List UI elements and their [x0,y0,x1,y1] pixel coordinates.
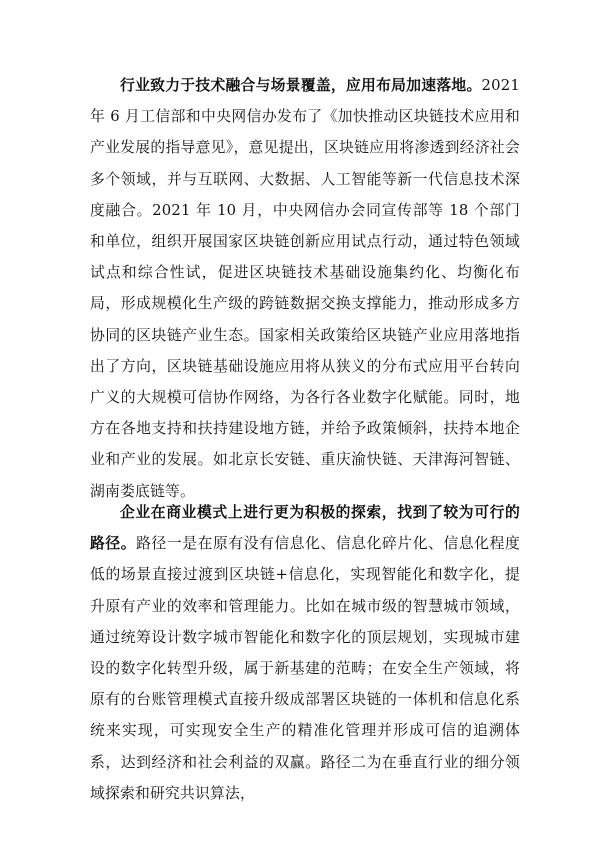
paragraph-body-text: 2021 年 6 月工信部和中央网信办发布了《加快推动区块链技术应用和产业发展的指导意见》，意见提出，区块链应用将渗透到经济社会多个领域，并与互联网、大数据、人工智能等新一代信息技术深度融合。2021 年 10 月，中央网信办会同宣传部等 18 个部门和单位，组织开展国家区块链创新应用试点行动，通过特色领域试点和综合性试，促进区块链技术基础设施集约化、均衡化布局，形成规模化生产级的跨链数据交换支撑能力，推动形成多方协同的区块链产业生态。国家相关政策给区块链产业应用落地指出了方向，区块链基础设施应用将从狭义的分布式应用平台转向广义的大规模可信协作网络，为各行各业数字化赋能。同时，地方在各地支持和扶持建设地方链，并给予政策倾斜，扶持本地企业和产业的发展。如北京长安链、重庆渝快链、天津海河智链、湖南娄底链等。 [90,77,520,500]
paragraph-lead-bold: 企业在商业模式上进行更为积极的探索，找到了较为可行的路径。 [90,504,520,553]
paragraph-industry-integration [90,70,520,507]
paragraph-lead-bold: 行业致力于技术融合与场景覆盖，应用布局加速落地。 [120,77,482,94]
paragraph-business-model [90,497,520,809]
paragraph-body-text: 路径一是在原有没有信息化、信息化碎片化、信息化程度低的场景直接过渡到区块链+信息化，实现智能化和数字化，提升原有产业的效率和管理能力。比如在城市级的智慧城市领域，通过统筹设计数字城市智能化和数字化的顶层规划，实现城市建设的数字化转型升级，属于新基建的范畴；在安全生产领域，将原有的台账管理模式直接升级成部署区块链的一体机和信息化系统来实现，可实现安全生产的精准化管理并形成可信的追溯体系，达到经济和社会利益的双赢。路径二为在垂直行业的细分领域探索和研究共识算法， [90,535,520,802]
